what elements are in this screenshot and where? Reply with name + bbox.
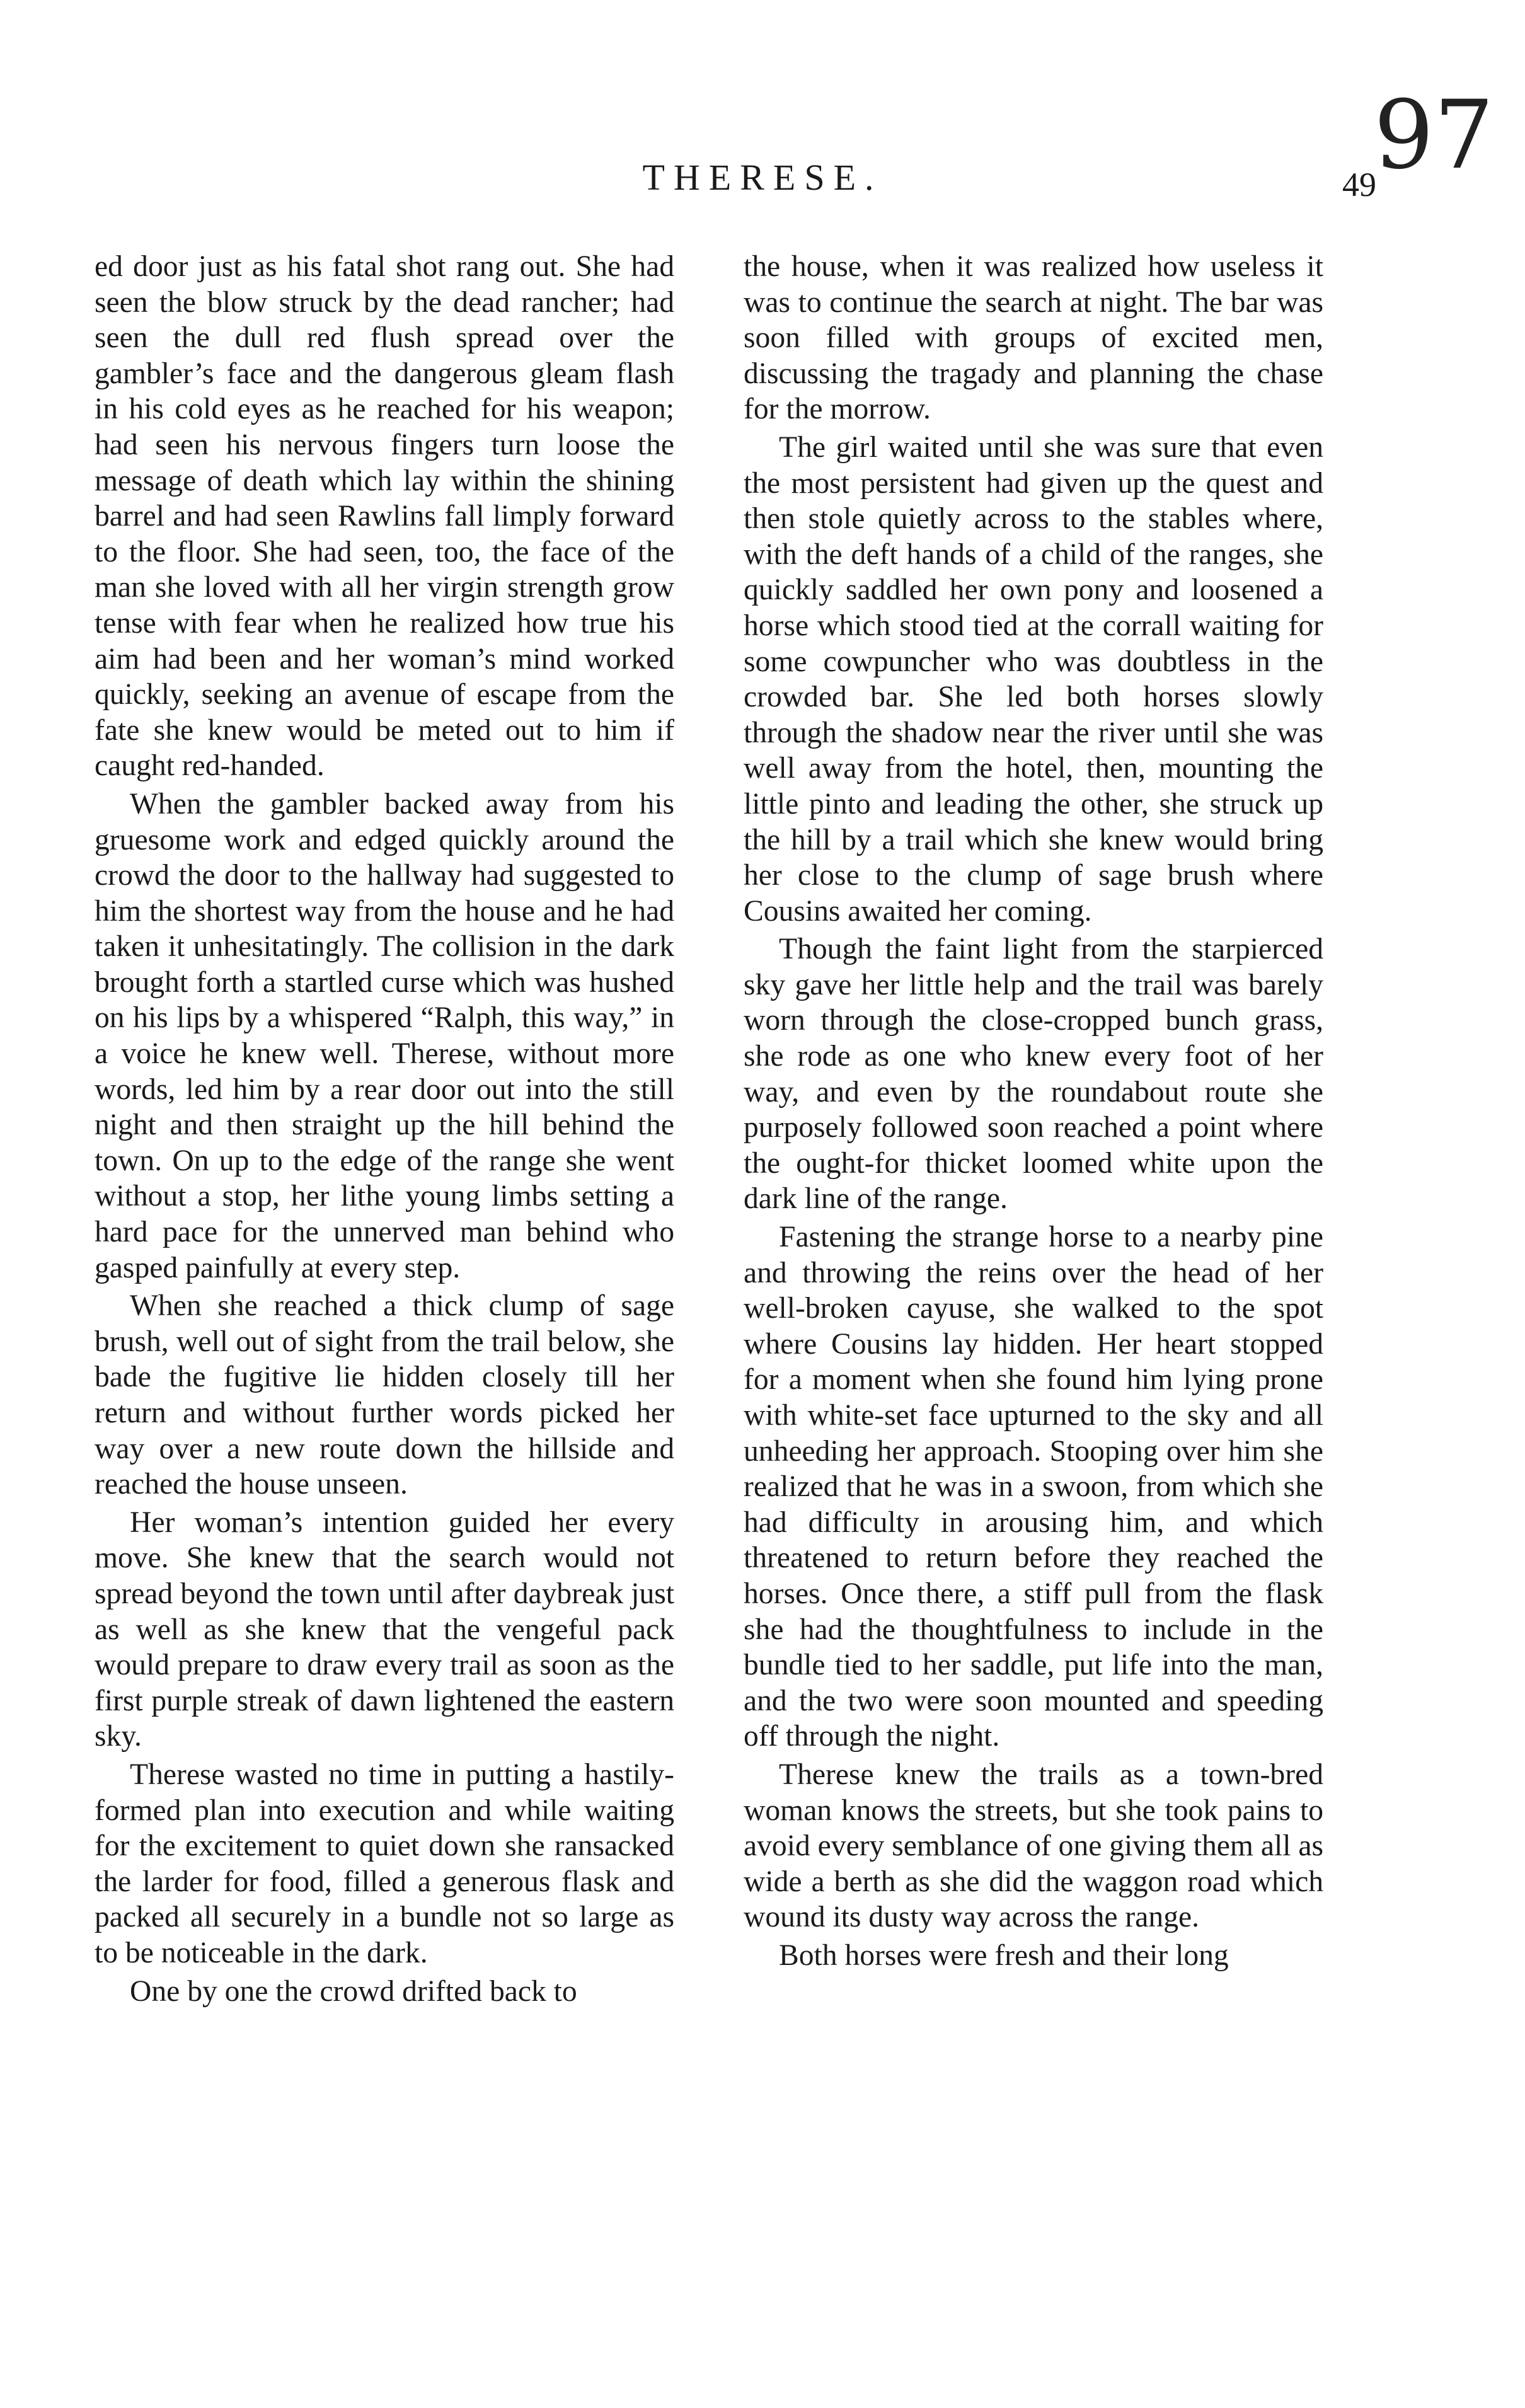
- paragraph: Her woman’s intention guided her every move. She knew that the search would not spread beyond the town until after daybreak just as well as she knew that the vengeful pack would prepare to draw every trail as soon as the first purple streak of dawn lightened the eastern sky.: [95, 1506, 674, 1753]
- paragraph: the house, when it was realized how useless it was to continue the search at night. The bar was soon filled with groups of excited men, discussing the tragady and planning the chase for the morrow.: [744, 250, 1323, 426]
- paragraph: Both horses were fresh and their long: [779, 1938, 1229, 1972]
- left-column: [95, 249, 674, 2009]
- paragraph: Therese knew the trails as a town-bred woman knows the streets, but she took pains to avoid every semblance of one giving them all as wide a berth as she did the waggon road which wound its dusty way across the range.: [744, 1758, 1323, 1934]
- paragraph: When she reached a thick clump of sage brush, well out of sight from the trail below, she bade the fugitive lie hidden closely till her return and without further words picked her way over a new route down the hillside and reached the house unseen.: [95, 1289, 674, 1501]
- paragraph: The girl waited until she was sure that even the most persistent had given up the quest and then stole quietly across to the stables where, with the deft hands of a child of the ranges, she quickly saddled her own pony and loosened a horse which stood tied at the corrall waiting for some cowpuncher who was doubtless in the crowded bar. She led both horses slowly through the shadow near the river until she was well away from the hotel, then, mounting the little pinto and leading the other, she struck up the hill by a trail which she knew would bring her close to the clump of sage brush where Cousins awaited her coming.: [744, 430, 1323, 928]
- paragraph: Therese wasted no time in putting a hastily-formed plan into execution and while waiting for the excitement to quiet down she ransacked the larder for food, filled a generous flask and packed all securely in a bundle not so large as to be noticeable in the dark.: [95, 1758, 674, 1969]
- running-head: THERESE.: [642, 157, 883, 198]
- page-number: 49: [1342, 166, 1376, 204]
- right-column: [744, 249, 1323, 1974]
- paragraph: When the gambler backed away from his gruesome work and edged quickly around the crowd the door to the hallway had suggested to him the shortest way from the house and he had taken it unhesitatingly. The collision in the dark brought forth a startled curse which was hushed on his lips by a whispered “Ralph, this way,” in a voice he knew well. Therese, without more words, led him by a rear door out into the still night and then straight up the hill behind the town. On up to the edge of the range she went without a stop, her lithe young limbs setting a hard pace for the unnerved man behind who gasped painfully at every step.: [95, 787, 674, 1284]
- paragraph: One by one the crowd drifted back to: [130, 1974, 577, 2008]
- paragraph: Fastening the strange horse to a nearby pine and throwing the reins over the head of her well-broken cayuse, she walked to the spot where Cousins lay hidden. Her heart stopped for a moment when she found him lying prone with white-set face upturned to the sky and all unheeding her approach. Stooping over him she realized that he was in a swoon, from which she had difficulty in arousing him, and which threatened to return before they reached the horses. Once there, a stiff pull from the flask she had the thoughtfulness to include in the bundle tied to her saddle, put life into the man, and the two were soon mounted and speeding off through the night.: [744, 1221, 1323, 1753]
- handwritten-page-number: 97: [1374, 81, 1494, 190]
- paragraph: Though the faint light from the starpierced sky gave her little help and the trail was barely worn through the close-cropped bunch grass, she rode as one who knew every foot of her way, and even by the roundabout route she purposely followed soon reached a point where the ought-for thicket loomed white upon the dark line of the range.: [744, 933, 1323, 1216]
- paragraph: ed door just as his fatal shot rang out. She had seen the blow struck by the dead rancher; had seen the dull red flush spread over the gambler’s face and the dangerous gleam flash in his cold eyes as he reached for his weapon; had seen his nervous fingers turn loose the message of death which lay within the shining barrel and had seen Rawlins fall limply forward to the floor. She had seen, too, the face of the man she loved with all her virgin strength grow tense with fear when he realized how true his aim had been and her woman’s mind worked quickly, seeking an avenue of escape from the fate she knew would be meted out to him if caught red-handed.: [95, 250, 674, 783]
